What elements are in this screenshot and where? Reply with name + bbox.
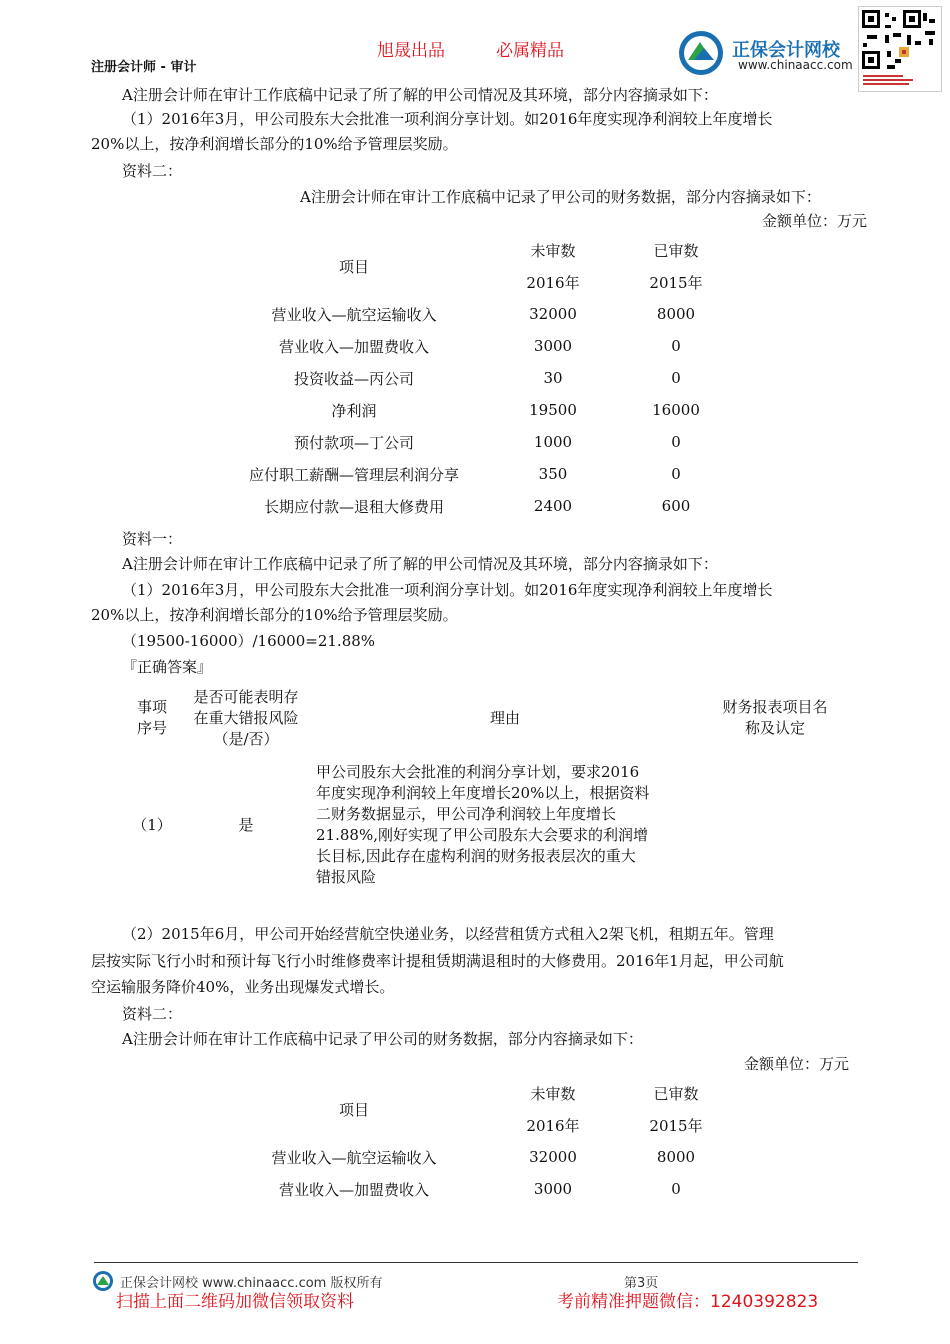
intro-line: A注册会计师在审计工作底稿中记录了所了解的甲公司情况及其环境，部分内容摘录如下： — [122, 86, 718, 104]
doc-title: 注册会计师 - 审计 — [91, 60, 197, 75]
table-row — [220, 490, 734, 522]
footer-divider — [94, 1262, 858, 1263]
section2-item1-a: （1）2016年3月，甲公司股东大会批准一项利润分享计划。如2016年度实现净利润较上年度增长 — [122, 581, 773, 599]
year-unaudited: 2016年 — [526, 1116, 580, 1135]
row-item: 营业收入—加盟费收入 — [278, 337, 429, 356]
row-unaudited: 32000 — [529, 1148, 577, 1166]
row-audited: 0 — [671, 465, 681, 483]
row-item: 预付款项—丁公司 — [293, 433, 414, 452]
header-risk: 是否可能表明存 在重大错报风险 （是/否） — [193, 687, 299, 748]
row-item: 应付职工薪酬—管理层利润分享 — [248, 465, 459, 484]
header-item-no: 事项 序号 — [136, 698, 167, 737]
col-unaudited-header: 未审数 — [530, 1084, 576, 1103]
intro-item1-a: （1）2016年3月，甲公司股东大会批准一项利润分享计划。如2016年度实现净利润较上年度增长 — [122, 110, 773, 128]
row-item: 营业收入—航空运输收入 — [271, 1148, 437, 1167]
row-item: 营业收入—加盟费收入 — [278, 1180, 429, 1199]
slogan-left: 旭晟出品 — [377, 41, 445, 61]
col-item-header: 项目 — [338, 1100, 369, 1119]
section3-intro: A注册会计师在审计工作底稿中记录了甲公司的财务数据，部分内容摘录如下： — [122, 1030, 643, 1048]
intro-item1-b: 20%以上，按净利润增长部分的10%给予管理层奖励。 — [91, 135, 458, 153]
row-audited: 0 — [671, 433, 681, 451]
section3-item2-c: 空运输服务降价40%，业务出现爆发式增长。 — [91, 978, 395, 996]
row-item: 净利润 — [331, 401, 377, 420]
qr-code-icon — [858, 6, 942, 92]
slogan-right: 必属精品 — [496, 41, 564, 61]
table-row — [220, 298, 734, 330]
logo-name: 正保会计网校 — [732, 40, 840, 61]
promo-right: 考前精准押题微信：1240392823 — [557, 1292, 819, 1312]
row-unaudited: 350 — [538, 465, 568, 483]
row-item: 营业收入—航空运输收入 — [271, 305, 437, 324]
section2-item1-b: 20%以上，按净利润增长部分的10%给予管理层奖励。 — [91, 606, 458, 624]
row-unaudited: 2400 — [533, 497, 573, 515]
logo-url: www.chinaacc.com — [738, 58, 853, 72]
row-reason: 甲公司股东大会批准的利润分享计划，要求2016 年度实现净利润较上年度增长20%以上，根据资料 二财务数据显示，甲公司净利润较上年度增长 21.88%,刚好实现了甲公司股东大会要求的利润增 长目标,因此存在虚构利润的财务报表层次的重大 错报风险 — [316, 763, 650, 886]
table2-unit: 金额单位：万元 — [744, 1055, 850, 1073]
row-audited: 600 — [661, 497, 691, 515]
table-row — [220, 1173, 734, 1205]
table-row — [220, 1141, 734, 1173]
row-unaudited: 3000 — [533, 1180, 573, 1198]
chinaacc-logo-icon — [678, 30, 724, 76]
col-audited-header: 已审数 — [653, 1084, 699, 1103]
row-statement-item — [700, 752, 850, 898]
promo-left: 扫描上面二维码加微信领取资料 — [116, 1292, 354, 1312]
row-item: 长期应付款—退租大修费用 — [263, 497, 444, 516]
answer-table — [122, 684, 850, 898]
row-no: （1） — [132, 815, 172, 834]
financial-table-2 — [220, 1077, 734, 1205]
header-statement-item: 财务报表项目名 称及认定 — [722, 698, 828, 737]
table-row — [220, 330, 734, 362]
col-item-header: 项目 — [338, 257, 369, 276]
row-unaudited: 1000 — [533, 433, 573, 451]
section2-line: A注册会计师在审计工作底稿中记录了所了解的甲公司情况及其环境，部分内容摘录如下： — [122, 555, 718, 573]
table1-intro: A注册会计师在审计工作底稿中记录了甲公司的财务数据，部分内容摘录如下： — [300, 188, 821, 206]
row-audited: 0 — [671, 1180, 681, 1198]
row-unaudited: 30 — [543, 369, 563, 387]
answer-label: 『正确答案』 — [122, 658, 213, 676]
page-number: 第3页 — [624, 1276, 659, 1291]
table-row — [220, 426, 734, 458]
header-reason: 理由 — [489, 708, 520, 727]
table-row — [220, 362, 734, 394]
material1-label: 资料一： — [122, 530, 183, 548]
year-audited: 2015年 — [649, 273, 703, 292]
year-audited: 2015年 — [649, 1116, 703, 1135]
table1-unit: 金额单位：万元 — [762, 212, 868, 230]
col-unaudited-header: 未审数 — [530, 241, 576, 260]
footer-logo-icon — [92, 1270, 114, 1292]
row-audited: 8000 — [656, 1148, 696, 1166]
row-item: 投资收益—丙公司 — [293, 369, 414, 388]
row-audited: 16000 — [652, 401, 700, 419]
row-unaudited: 32000 — [529, 305, 577, 323]
table-row — [220, 394, 734, 426]
table-row — [220, 458, 734, 490]
footer-copyright: 正保会计网校 www.chinaacc.com 版权所有 — [120, 1276, 383, 1291]
row-audited: 8000 — [656, 305, 696, 323]
year-unaudited: 2016年 — [526, 273, 580, 292]
table-row — [122, 752, 850, 898]
material2-label: 资料二： — [122, 162, 183, 180]
row-audited: 0 — [671, 369, 681, 387]
row-risk: 是 — [238, 815, 254, 834]
col-audited-header: 已审数 — [653, 241, 699, 260]
row-unaudited: 3000 — [533, 337, 573, 355]
financial-table-1 — [220, 234, 734, 522]
section3-item2-b: 层按实际飞行小时和预计每飞行小时维修费率计提租赁期满退租时的大修费用。2016年1月起，甲公司航 — [91, 952, 784, 970]
section3-item2-a: （2）2015年6月，甲公司开始经营航空快递业务，以经营租赁方式租入2架飞机，租期五年。管理 — [122, 925, 774, 943]
row-unaudited: 19500 — [529, 401, 577, 419]
growth-formula: （19500-16000）/16000=21.88% — [122, 632, 376, 650]
row-audited: 0 — [671, 337, 681, 355]
section3-material2: 资料二： — [122, 1005, 183, 1023]
